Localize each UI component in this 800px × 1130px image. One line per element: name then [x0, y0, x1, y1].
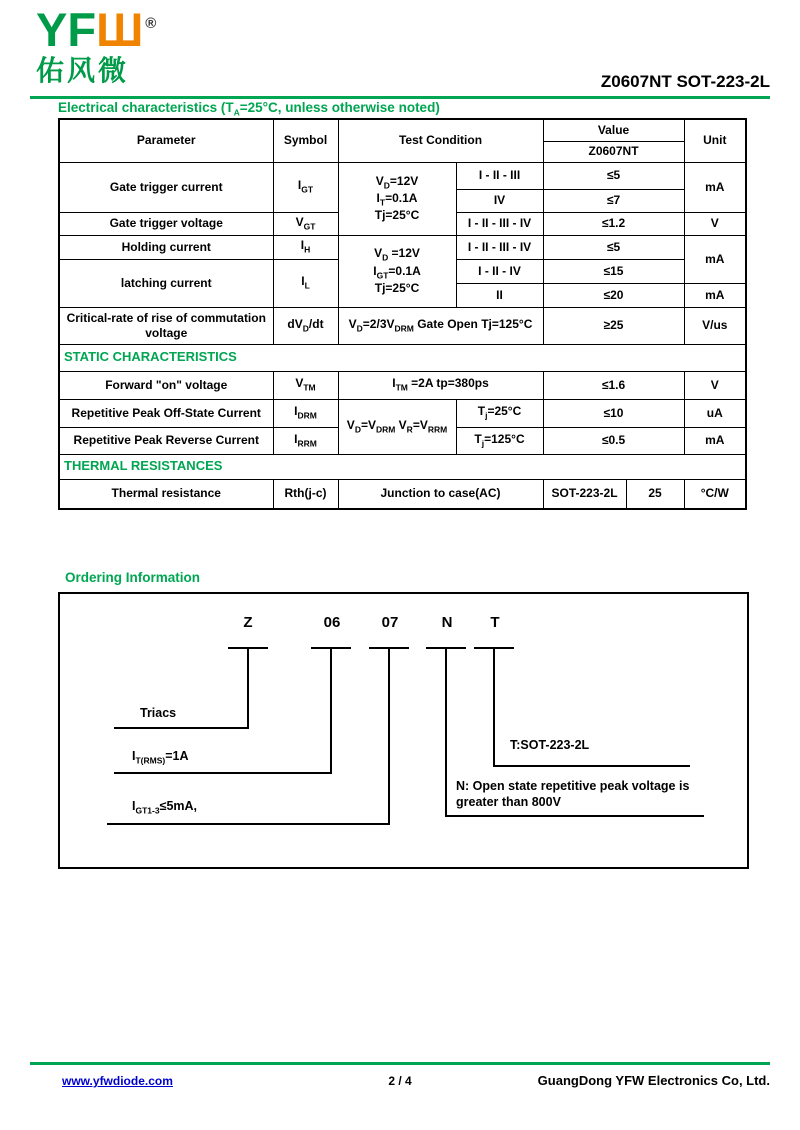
value-cell: 25 — [626, 479, 684, 509]
unit-cell: uA — [684, 399, 746, 427]
ordering-diagram — [58, 592, 749, 869]
cond-line: $V_D=12V$ — [375, 173, 419, 191]
symbol-ih: $I_H$ — [273, 235, 338, 259]
n-voltage-label-line1: N: Open state repetitive peak voltage is — [456, 779, 690, 793]
cond-leakage: $V_D=V_{DRM}$ $V_R=V_{RRM}$ — [338, 399, 456, 454]
value-cell: ≤0.5 — [543, 427, 684, 454]
n-voltage-label-line2: greater than 800V — [456, 795, 561, 809]
col-header-symbol: Symbol — [273, 119, 338, 162]
table-row — [59, 371, 746, 399]
cond-line: Tj=25°C — [374, 280, 420, 295]
unit-cell: mA — [684, 427, 746, 454]
quadrant-cell: I - II - IV — [456, 259, 543, 283]
diagram-line — [114, 727, 249, 729]
unit-cell: mA — [684, 162, 746, 212]
table-row — [59, 399, 746, 427]
symbol-il: $I_L$ — [273, 259, 338, 307]
yfw-logo — [36, 3, 157, 86]
unit-cell: °C/W — [684, 479, 746, 509]
col-header-value: Value — [543, 119, 684, 141]
diagram-line — [330, 647, 332, 774]
symbol-vtm: $V_{TM}$ — [273, 371, 338, 399]
electrical-characteristics-heading: Electrical characteristics ($T_A=25^\circ C$, unless otherwise noted) — [58, 100, 440, 118]
cond-holding-latching — [338, 235, 456, 307]
unit-cell: V/us — [684, 307, 746, 344]
cond-line: Tj=25°C — [374, 208, 420, 223]
it-rms-label: $I_{T(RMS)}=1A$ — [132, 749, 189, 766]
code-letter-07: 07 — [381, 614, 399, 631]
col-header-test-condition: Test Condition — [338, 119, 543, 162]
param-dvdt: Critical-rate of rise of commutation voltage — [59, 307, 273, 344]
symbol-dvdt: $dV_D/dt$ — [273, 307, 338, 344]
quadrant-cell: IV — [456, 189, 543, 212]
ordering-information-heading: Ordering Information — [65, 570, 200, 585]
yfw-logo-text — [36, 3, 157, 56]
diagram-line — [445, 647, 447, 817]
value-cell: ≤1.6 — [543, 371, 684, 399]
value-cell: ≤20 — [543, 283, 684, 307]
symbol-idrm: $I_{DRM}$ — [273, 399, 338, 427]
diagram-line — [107, 823, 390, 825]
page-number: 2 / 4 — [388, 1074, 412, 1088]
electrical-characteristics-table — [58, 118, 747, 510]
cond-thermal: Junction to case(AC) — [338, 479, 543, 509]
table-header-row — [59, 119, 746, 141]
company-name: GuangDong YFW Electronics Co, Ltd. — [537, 1073, 770, 1088]
package-cell: SOT-223-2L — [543, 479, 626, 509]
col-header-unit: Unit — [684, 119, 746, 162]
param-thermal-resistance: Thermal resistance — [59, 479, 273, 509]
symbol-vgt: $V_{GT}$ — [273, 212, 338, 235]
tj-cell: $T_j=25^\circ C$ — [456, 399, 543, 427]
param-off-state-current: Repetitive Peak Off-State Current — [59, 399, 273, 427]
table-row — [59, 235, 746, 259]
logo-chinese-name: 佑风微 — [36, 55, 130, 86]
param-latching-current: latching current — [59, 259, 273, 307]
param-gate-trigger-current: Gate trigger current — [59, 162, 273, 212]
diagram-line — [388, 647, 390, 825]
section-row-static — [59, 344, 746, 371]
value-cell: ≥25 — [543, 307, 684, 344]
header-divider — [30, 96, 770, 99]
value-cell: ≤10 — [543, 399, 684, 427]
value-cell: ≤1.2 — [543, 212, 684, 235]
symbol-igt: $I_{GT}$ — [273, 162, 338, 212]
diagram-line — [493, 647, 495, 767]
value-cell: ≤15 — [543, 259, 684, 283]
cond-forward-voltage: $I_{TM} =2A$ tp=380ps — [338, 371, 543, 399]
symbol-rth: Rth(j-c) — [273, 479, 338, 509]
param-reverse-current: Repetitive Peak Reverse Current — [59, 427, 273, 454]
table-row — [59, 307, 746, 344]
quadrant-cell: I - II - III - IV — [456, 212, 543, 235]
footer-website-link[interactable]: www.yfwdiode.com — [62, 1074, 173, 1088]
logo-w-glyph: Ш — [96, 3, 144, 56]
diagram-line — [493, 765, 690, 767]
cond-line: $I_{GT}=0.1A$ — [373, 263, 421, 280]
registered-mark-icon: ® — [145, 15, 157, 32]
code-letter-z: Z — [243, 614, 253, 631]
footer-divider — [30, 1062, 770, 1065]
quadrant-cell: I - II - III - IV — [456, 235, 543, 259]
unit-cell: V — [684, 212, 746, 235]
code-letter-t: T — [490, 614, 500, 631]
symbol-irrm: $I_{RRM}$ — [273, 427, 338, 454]
param-holding-current: Holding current — [59, 235, 273, 259]
n-voltage-label — [456, 778, 689, 810]
diagram-line — [247, 647, 249, 729]
col-header-parameter: Parameter — [59, 119, 273, 162]
section-label-thermal: THERMAL RESISTANCES — [59, 454, 746, 479]
cond-line: $I_T=0.1A$ — [376, 191, 418, 208]
param-gate-trigger-voltage: Gate trigger voltage — [59, 212, 273, 235]
diagram-line — [445, 815, 704, 817]
part-number-title: Z0607NT SOT-223-2L — [600, 72, 770, 91]
logo-yf: YF — [36, 3, 97, 56]
diagram-line — [114, 772, 332, 774]
value-cell: ≤7 — [543, 189, 684, 212]
section-label-static: STATIC CHARACTERISTICS — [59, 344, 746, 371]
tj-cell: $T_j=125^\circ C$ — [456, 427, 543, 454]
unit-cell: V — [684, 371, 746, 399]
t-package-label: T:SOT-223-2L — [510, 738, 590, 752]
table-row — [59, 479, 746, 509]
cond-line: $V_D =12V$ — [374, 246, 420, 263]
quadrant-cell: II — [456, 283, 543, 307]
unit-cell: mA — [684, 283, 746, 307]
quadrant-cell: I - II - III — [456, 162, 543, 189]
param-forward-voltage: Forward "on" voltage — [59, 371, 273, 399]
code-letter-n: N — [441, 614, 453, 631]
triacs-label: Triacs — [140, 706, 177, 720]
table-row — [59, 162, 746, 189]
code-letter-06: 06 — [323, 614, 341, 631]
value-cell: ≤5 — [543, 162, 684, 189]
section-row-thermal — [59, 454, 746, 479]
cond-gate-trigger — [338, 162, 456, 235]
col-header-model: Z0607NT — [543, 141, 684, 162]
igt-label: $I_{GT1-3}\le 5mA$, — [132, 799, 198, 816]
value-cell: ≤5 — [543, 235, 684, 259]
cond-dvdt: $V_D=2/3V_{DRM}$ Gate Open Tj=125°C — [338, 307, 543, 344]
unit-cell: mA — [684, 235, 746, 283]
